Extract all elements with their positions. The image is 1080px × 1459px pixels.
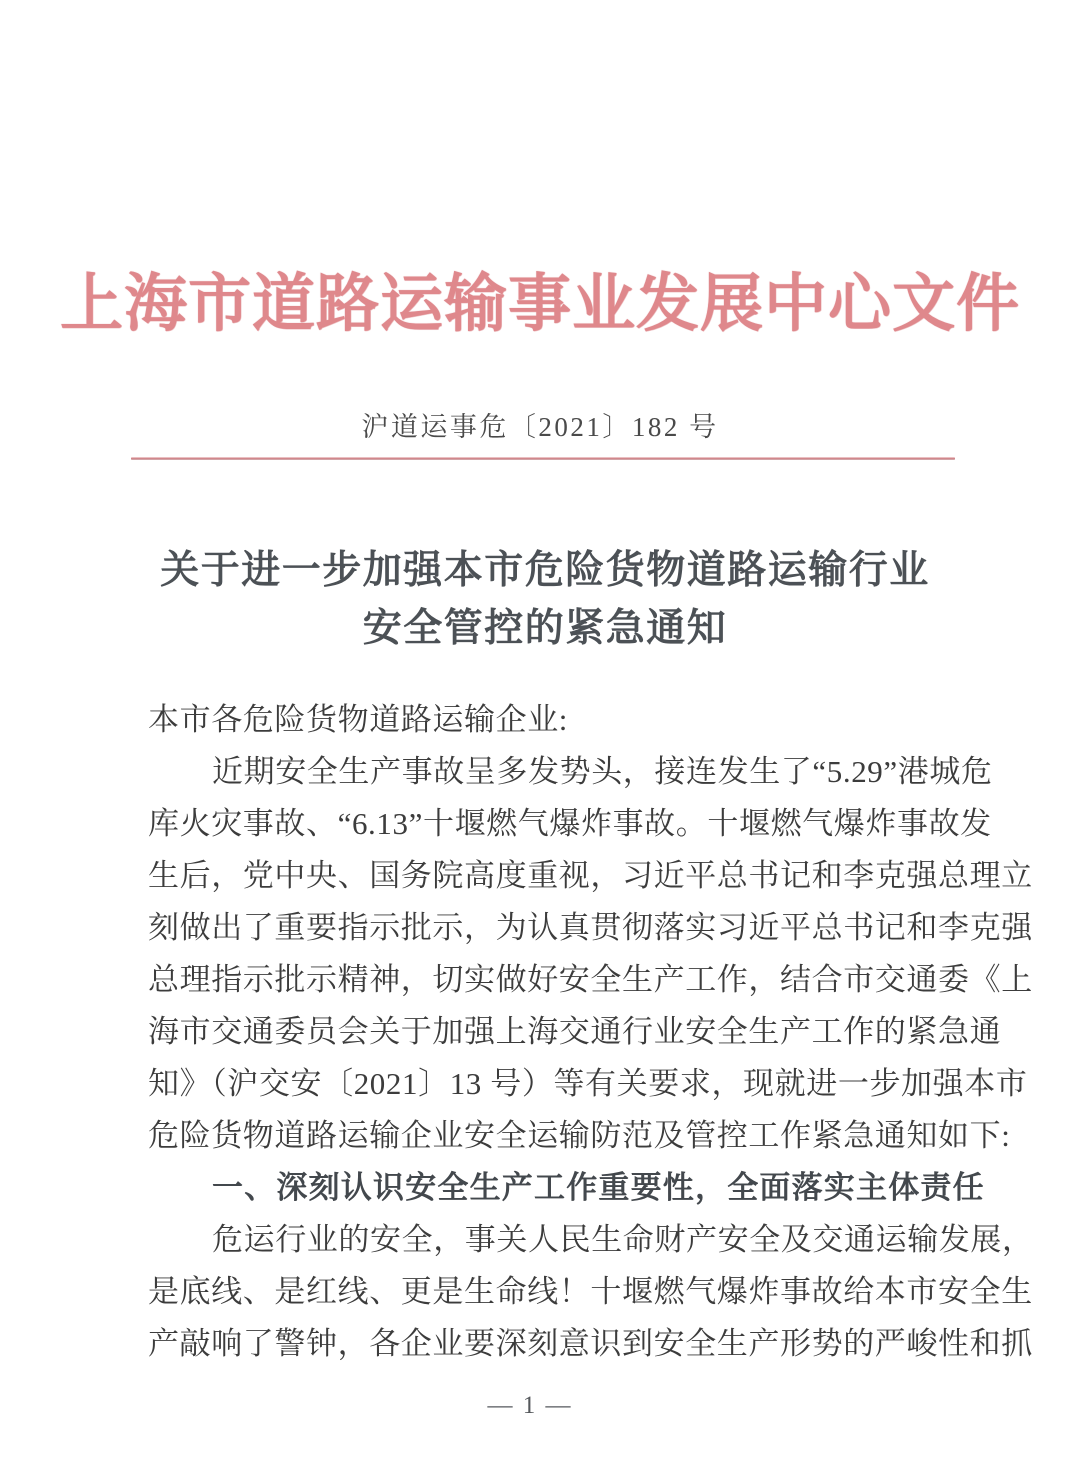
body-line: 危险货物道路运输企业安全运输防范及管控工作紧急通知如下:	[148, 1118, 1011, 1153]
issuing-organisation-title: 上海市道路运输事业发展中心文件	[60, 268, 1020, 339]
document-title	[140, 542, 950, 658]
section-heading-one: 一、深刻认识安全生产工作重要性，全面落实主体责任	[212, 1170, 985, 1205]
document-title-line-1: 关于进一步加强本市危险货物道路运输行业	[160, 549, 930, 592]
body-line: 危运行业的安全，事关人民生命财产安全及交通运输发展，	[212, 1222, 1034, 1257]
body-line: 生后，党中央、国务院高度重视，习近平总书记和李克强总理立	[148, 858, 1033, 893]
body-line: 知》（沪交安〔2021〕13 号）等有关要求，现就进一步加强本市	[148, 1066, 1028, 1101]
document-serial-number: 沪道运事危〔2021〕182 号	[361, 412, 719, 442]
body-line: 产敲响了警钟，各企业要深刻意识到安全生产形势的严峻性和抓	[148, 1326, 1033, 1361]
body-line: 库火灾事故、“6.13”十堰燃气爆炸事故。十堰燃气爆炸事故发	[148, 806, 992, 841]
body-line: 海市交通委员会关于加强上海交通行业安全生产工作的紧急通	[148, 1014, 1002, 1049]
body-line: 总理指示批示精神，切实做好安全生产工作，结合市交通委《上	[148, 962, 1033, 997]
salutation: 本市各危险货物道路运输企业:	[148, 702, 569, 737]
red-separator-rule	[131, 457, 955, 460]
page-number: — 1 —	[487, 1392, 573, 1419]
body-line: 近期安全生产事故呈多发势头，接连发生了“5.29”港城危	[212, 754, 993, 789]
document-masthead	[0, 248, 1080, 360]
body-line: 刻做出了重要指示批示，为认真贯彻落实习近平总书记和李克强	[148, 910, 1033, 945]
document-body	[148, 694, 1034, 1370]
document-title-line-2: 安全管控的紧急通知	[362, 607, 728, 650]
body-line: 是底线、是红线、更是生命线！十堰燃气爆炸事故给本市安全生	[148, 1274, 1033, 1309]
